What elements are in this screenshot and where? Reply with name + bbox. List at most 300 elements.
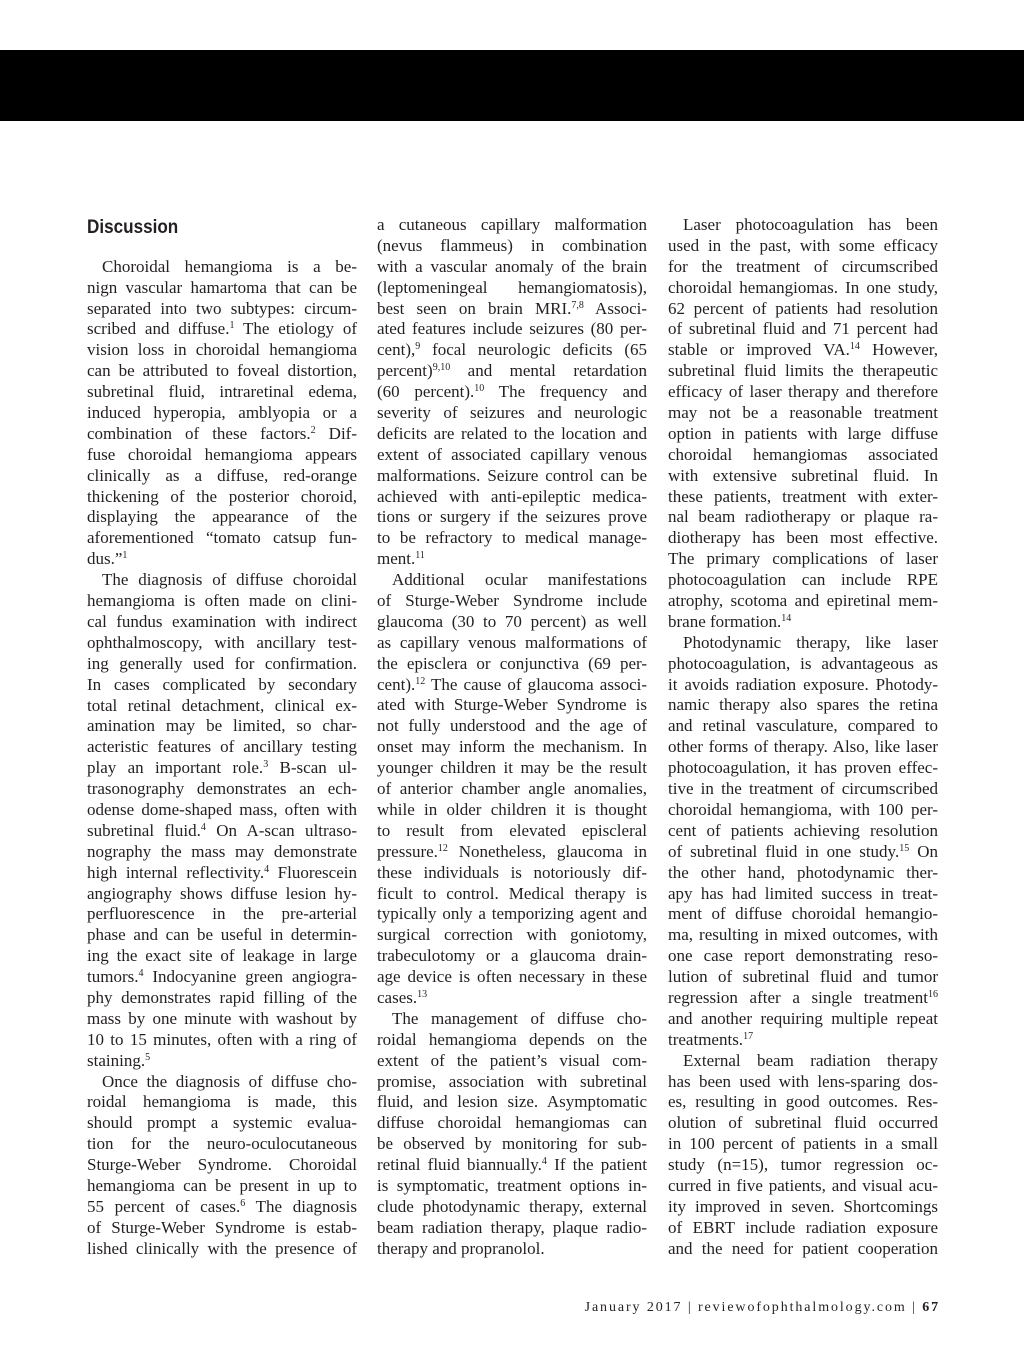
text-run: subretinal fluid, intraretinal edema, (87, 382, 357, 402)
text-column-1 (87, 215, 357, 1260)
text-line (87, 1113, 357, 1134)
text-line (668, 507, 938, 528)
text-run: to be refractory to medical manage- (377, 528, 647, 548)
text-line (87, 612, 357, 633)
text-run: Laser photocoagulation has been (683, 215, 938, 234)
text-line (87, 904, 357, 925)
text-line (668, 695, 938, 716)
text-run: of Sturge-Weber Syndrome include (377, 591, 647, 611)
text-line (87, 737, 357, 758)
text-run: The management of diffuse cho- (392, 1008, 647, 1028)
reference-superscript: 4 (200, 821, 206, 833)
reference-superscript: 17 (743, 1030, 754, 1042)
text-run: diotherapy has been most effective. (668, 528, 938, 548)
paragraph (668, 215, 938, 633)
text-run: extent of associated capillary venous (377, 444, 647, 464)
text-line (668, 800, 938, 821)
text-run: Indocyanine green angiogra- (143, 967, 357, 987)
text-line (377, 1239, 647, 1260)
text-line (377, 1051, 647, 1072)
text-line (668, 319, 938, 340)
text-line (377, 466, 647, 487)
text-run: vision loss in choroidal hemangioma (87, 340, 357, 360)
text-line (87, 758, 357, 779)
reference-superscript: 5 (145, 1051, 151, 1063)
text-line (87, 884, 357, 905)
text-line (377, 737, 647, 758)
text-run: cent of patients achieving resolution (668, 820, 938, 840)
text-line (377, 507, 647, 528)
text-line (668, 403, 938, 424)
text-line (87, 487, 357, 508)
text-run: promise, association with subretinal (377, 1071, 647, 1091)
text-line (87, 654, 357, 675)
text-line (87, 800, 357, 821)
text-run: regression after a single treatment (668, 987, 928, 1007)
text-line (87, 967, 357, 988)
text-run: to result from elevated episcleral (377, 820, 647, 840)
text-run: ment. (377, 549, 416, 569)
text-run: with a vascular anomaly of the brain (377, 256, 647, 276)
text-line (668, 1134, 938, 1155)
text-line (668, 1030, 938, 1051)
text-line (87, 424, 357, 445)
text-run: photocoagulation, it has proven effec- (668, 758, 938, 778)
text-line (87, 549, 357, 570)
text-line (668, 1009, 938, 1030)
text-run: namic therapy also spares the retina (668, 695, 938, 715)
text-run: photocoagulation, is advantageous as (668, 653, 938, 673)
text-line (377, 1134, 647, 1155)
text-run: severity of seizures and neurologic (377, 403, 647, 423)
text-run: photocoagulation can include RPE (668, 570, 938, 590)
text-line (668, 340, 938, 361)
text-run: olution of subretinal fluid occurred (668, 1113, 938, 1133)
text-run: (nevus flammeus) in combination (377, 235, 647, 255)
text-line (377, 278, 647, 299)
text-run: of anterior chamber angle anomalies, (377, 779, 647, 799)
text-line (668, 382, 938, 403)
text-line (377, 800, 647, 821)
text-run: ophthalmoscopy, with ancillary test- (87, 632, 357, 652)
text-column-2 (377, 215, 647, 1260)
text-run: roidal hemangioma is made, this (87, 1092, 357, 1112)
reference-superscript: 4 (264, 863, 270, 875)
text-line (668, 612, 938, 633)
paragraph (377, 570, 647, 1009)
text-run: in 100 percent of patients in a small (668, 1134, 938, 1154)
text-run: surgical correction with goniotomy, (377, 925, 647, 945)
text-line (668, 1197, 938, 1218)
text-line (668, 633, 938, 654)
text-line (377, 236, 647, 257)
text-run: the episclera or conjunctiva (69 per- (377, 653, 647, 673)
text-run: malformations. Seizure control can be (377, 465, 647, 485)
text-run: displaying the appearance of the (87, 507, 357, 527)
text-line (87, 779, 357, 800)
text-line (87, 591, 357, 612)
text-line (377, 612, 647, 633)
text-line (87, 1176, 357, 1197)
text-run: (60 percent). (377, 382, 475, 402)
text-line (87, 1218, 357, 1239)
reference-superscript: 11 (415, 550, 425, 562)
text-run: of subretinal fluid in one study. (668, 841, 900, 861)
text-run: ated features include seizures (80 per- (377, 319, 647, 339)
text-line (377, 967, 647, 988)
text-run: tions or surgery if the seizures prove (377, 507, 647, 527)
text-run: these individuals is notoriously dif- (377, 862, 647, 882)
text-line (668, 1155, 938, 1176)
issue-date: January 2017 (584, 1300, 683, 1315)
text-run: Fluorescein (269, 862, 357, 882)
text-run: scribed and diffuse. (87, 319, 230, 339)
text-run: typically only a temporizing agent and (377, 904, 647, 924)
text-run: glaucoma (30 to 70 percent) as well (377, 611, 647, 631)
text-line (377, 988, 647, 1009)
text-run: treatments. (668, 1029, 744, 1049)
text-line (377, 257, 647, 278)
text-line (87, 988, 357, 1009)
text-line (87, 299, 357, 320)
text-run: The etiology of (234, 319, 357, 339)
paragraph (377, 215, 647, 570)
text-run: and the need for patient cooperation (668, 1238, 938, 1258)
text-run: nography the mass may demonstrate (87, 841, 357, 861)
text-run: subretinal fluid. (87, 820, 201, 840)
text-line (668, 716, 938, 737)
text-run: other forms of therapy. Also, like laser (668, 737, 938, 757)
text-run: 55 percent of cases. (87, 1196, 241, 1216)
reference-superscript: 7,8 (571, 299, 584, 311)
reference-superscript: 13 (417, 988, 428, 1000)
text-run: 62 percent of patients had resolution (668, 298, 938, 318)
text-line (87, 319, 357, 340)
text-line (668, 570, 938, 591)
text-run: tumors. (87, 967, 139, 987)
text-line (668, 863, 938, 884)
text-line (377, 1072, 647, 1093)
text-run: therapy and propranolol. (377, 1238, 545, 1258)
text-line (668, 466, 938, 487)
text-run: and mental retardation (450, 361, 647, 381)
text-run: lished clinically with the presence of (87, 1238, 357, 1258)
text-line (87, 445, 357, 466)
text-run: The cause of glaucoma associ- (425, 674, 647, 694)
text-run: es, resulting in good outcomes. Res- (668, 1092, 938, 1112)
text-line (668, 737, 938, 758)
text-run: cent). (377, 674, 416, 694)
text-run: choroidal hemangioma, with 100 per- (668, 799, 938, 819)
text-run: of subretinal fluid and 71 percent had (668, 319, 938, 339)
text-run: B-scan ul- (268, 758, 358, 778)
text-line (87, 528, 357, 549)
paragraph (668, 633, 938, 1051)
text-line (87, 1197, 357, 1218)
text-line (377, 1092, 647, 1113)
text-run: fluid, and lesion size. Asymptomatic (377, 1092, 647, 1112)
text-run: brane formation. (668, 611, 782, 631)
text-run: mass by one minute with washout by (87, 1008, 357, 1028)
text-line (668, 445, 938, 466)
text-line (668, 361, 938, 382)
text-line (377, 884, 647, 905)
reference-superscript: 4 (541, 1156, 547, 1168)
text-run: is symptomatic, treatment options in- (377, 1175, 647, 1195)
text-line (377, 1155, 647, 1176)
text-run: ment of diffuse choroidal hemangio- (668, 904, 938, 924)
text-run: subretinal fluid limits the therapeutic (668, 361, 938, 381)
text-line (668, 487, 938, 508)
text-run: On A-scan ultraso- (205, 820, 357, 840)
text-line (377, 549, 647, 570)
text-run: The diagnosis of diffuse choroidal (102, 570, 357, 590)
text-line (668, 215, 938, 236)
text-run: total retinal detachment, clinical ex- (87, 695, 357, 715)
text-line (377, 1218, 647, 1239)
text-run: phy demonstrates rapid filling of the (87, 987, 357, 1007)
paragraph (87, 570, 357, 1071)
text-line (377, 528, 647, 549)
text-run: a cutaneous capillary malformation (377, 215, 647, 234)
text-line (87, 382, 357, 403)
text-line (87, 1072, 357, 1093)
text-run: ing the exact site of leakage in large (87, 946, 357, 966)
text-line (377, 695, 647, 716)
text-run: nal beam radiotherapy or plaque ra- (668, 507, 938, 527)
text-line (668, 278, 938, 299)
text-run: trabeculotomy or a glaucoma drain- (377, 946, 647, 966)
paragraph (87, 257, 357, 570)
text-line (377, 1113, 647, 1134)
header-bar (0, 50, 1024, 121)
text-run: tion for the neuro-oculocutaneous (87, 1134, 357, 1154)
paragraph (87, 1072, 357, 1260)
text-line (377, 779, 647, 800)
text-run: combination of these factors. (87, 423, 311, 443)
reference-superscript: 3 (263, 759, 269, 771)
text-run: roidal hemangioma depends on the (377, 1029, 647, 1049)
text-run: focal neurologic deficits (65 (420, 340, 647, 360)
text-run: choroidal hemangiomas associated (668, 444, 938, 464)
text-line (377, 215, 647, 236)
footer-separator: | (687, 1300, 693, 1315)
text-run: ated with Sturge-Weber Syndrome is (377, 695, 647, 715)
text-line (87, 925, 357, 946)
text-line (377, 487, 647, 508)
text-line (87, 1051, 357, 1072)
text-line (377, 319, 647, 340)
text-run: hemangioma can be present in up to (87, 1175, 357, 1195)
reference-superscript: 2 (310, 424, 316, 436)
text-line (377, 403, 647, 424)
text-run: onset may inform the mechanism. In (377, 737, 647, 757)
text-run: cal fundus examination with indirect (87, 611, 357, 631)
text-line (87, 1092, 357, 1113)
text-run: while in older children it is thought (377, 799, 647, 819)
text-run: hemangioma is often made on clini- (87, 591, 357, 611)
text-line (668, 549, 938, 570)
text-run: it avoids radiation exposure. Photody- (668, 674, 938, 694)
text-line (377, 424, 647, 445)
text-run: staining. (87, 1050, 146, 1070)
text-run: cent), (377, 340, 416, 360)
text-line (668, 821, 938, 842)
text-run: diffuse choroidal hemangiomas can (377, 1113, 647, 1133)
text-line (668, 1092, 938, 1113)
text-run: clinically as a diffuse, red-orange (87, 465, 357, 485)
reference-superscript: 4 (138, 968, 144, 980)
text-line (377, 382, 647, 403)
text-line (87, 821, 357, 842)
text-run: Photodynamic therapy, like laser (683, 632, 938, 652)
text-line (668, 1072, 938, 1093)
text-line (87, 1155, 357, 1176)
text-run: one case report demonstrating reso- (668, 946, 938, 966)
text-run: curred in five patients, and visual acu- (668, 1175, 938, 1195)
text-run: odense dome-shaped mass, often with (87, 799, 357, 819)
text-line (377, 299, 647, 320)
text-line (377, 591, 647, 612)
text-line (377, 570, 647, 591)
text-run: (leptomeningeal hemangiomatosis), (377, 277, 647, 297)
text-run: younger children it may be the result (377, 758, 647, 778)
page-footer (585, 1299, 940, 1317)
text-line (377, 340, 647, 361)
text-run: should prompt a systemic evalua- (87, 1113, 357, 1133)
text-run: ma, resulting in mixed outcomes, with (668, 925, 938, 945)
text-line (377, 1176, 647, 1197)
text-line (87, 1134, 357, 1155)
text-line (668, 257, 938, 278)
text-line (87, 257, 357, 278)
text-run: dus.” (87, 549, 123, 569)
text-run: option in patients with large diffuse (668, 423, 938, 443)
text-run: If the patient (546, 1155, 647, 1175)
text-run: trasonography demonstrates an ech- (87, 779, 357, 799)
text-run: nign vascular hamartoma that can be (87, 277, 357, 297)
text-line (87, 1009, 357, 1030)
text-line (668, 946, 938, 967)
text-run: atrophy, scotoma and epiretinal mem- (668, 591, 938, 611)
text-line (377, 716, 647, 737)
text-run: age device is often necessary in these (377, 967, 647, 987)
text-run: retinal fluid biannually. (377, 1155, 542, 1175)
text-line (377, 675, 647, 696)
text-run: aforementioned “tomato catsup fun- (87, 528, 357, 548)
text-line (668, 967, 938, 988)
text-run: may not be a reasonable treatment (668, 403, 938, 423)
text-run: with extensive subretinal fluid. In (668, 465, 938, 485)
text-line (377, 821, 647, 842)
page-number: 67 (922, 1300, 940, 1315)
text-run: best seen on brain MRI. (377, 298, 572, 318)
text-line (377, 654, 647, 675)
text-run: and retinal vasculature, compared to (668, 716, 938, 736)
text-line (377, 842, 647, 863)
text-line (377, 361, 647, 382)
reference-superscript: 9 (415, 341, 421, 353)
text-run: efficacy of laser therapy and therefore (668, 382, 938, 402)
reference-superscript: 14 (781, 612, 792, 624)
text-run: ity improved in seven. Shortcomings (668, 1196, 938, 1216)
text-line (87, 403, 357, 424)
text-line (87, 946, 357, 967)
text-line (87, 1239, 357, 1260)
text-line (377, 445, 647, 466)
text-line (668, 236, 938, 257)
text-run: tive in the treatment of circumscribed (668, 779, 938, 799)
text-column-3 (668, 215, 938, 1260)
text-line (377, 1030, 647, 1051)
text-run: The frequency and (484, 382, 647, 402)
text-run: The diagnosis (245, 1196, 357, 1216)
text-run: choroidal hemangiomas. In one study, (668, 277, 938, 297)
text-run: induced hyperopia, amblyopia or a (87, 403, 357, 423)
footer-separator: | (912, 1300, 917, 1315)
text-line (668, 1113, 938, 1134)
text-run: 10 to 15 minutes, often with a ring of (87, 1029, 357, 1049)
text-line (87, 1030, 357, 1051)
text-line (87, 863, 357, 884)
text-line (87, 696, 357, 717)
text-line (668, 299, 938, 320)
text-line (668, 528, 938, 549)
discussion-heading-text: Discussion (87, 217, 179, 238)
text-run: beam radiation therapy, plaque radio- (377, 1217, 647, 1237)
text-line (668, 884, 938, 905)
reference-superscript: 1 (229, 320, 235, 332)
text-line (87, 570, 357, 591)
text-line (87, 340, 357, 361)
text-run: lution of subretinal fluid and tumor (668, 967, 938, 987)
text-line (668, 1051, 938, 1072)
text-run: On (909, 841, 939, 861)
reference-superscript: 12 (415, 675, 426, 687)
text-line (668, 654, 938, 675)
text-line (668, 591, 938, 612)
text-run: ficult to control. Medical therapy is (377, 883, 647, 903)
text-run: fuse choroidal hemangioma appears (87, 444, 357, 464)
text-run: thickening of the posterior choroid, (87, 486, 357, 506)
text-run: cases. (377, 987, 418, 1007)
text-line (668, 842, 938, 863)
text-run: and another requiring multiple repeat (668, 1008, 938, 1028)
text-line (377, 633, 647, 654)
text-run: has been used with lens-sparing dos- (668, 1071, 938, 1091)
text-run: extent of the patient’s visual com- (377, 1050, 647, 1070)
text-line (668, 424, 938, 445)
text-line (668, 675, 938, 696)
text-line (377, 904, 647, 925)
text-line (668, 925, 938, 946)
text-line (668, 779, 938, 800)
text-run: for the treatment of circumscribed (668, 256, 938, 276)
text-line (668, 1218, 938, 1239)
reference-superscript: 9,10 (432, 362, 451, 374)
reference-superscript: 12 (437, 842, 448, 854)
text-line (87, 278, 357, 299)
text-run: the other hand, photodynamic ther- (668, 862, 938, 882)
reference-superscript: 1 (122, 550, 128, 562)
text-run: high internal reflectivity. (87, 862, 265, 882)
text-run: study (n=15), tumor regression oc- (668, 1155, 938, 1175)
text-line (668, 988, 938, 1009)
text-run: However, (859, 340, 938, 360)
text-run: used in the past, with some efficacy (668, 235, 938, 255)
text-run: percent) (377, 361, 433, 381)
text-run: Nonetheless, glaucoma in (447, 841, 647, 861)
